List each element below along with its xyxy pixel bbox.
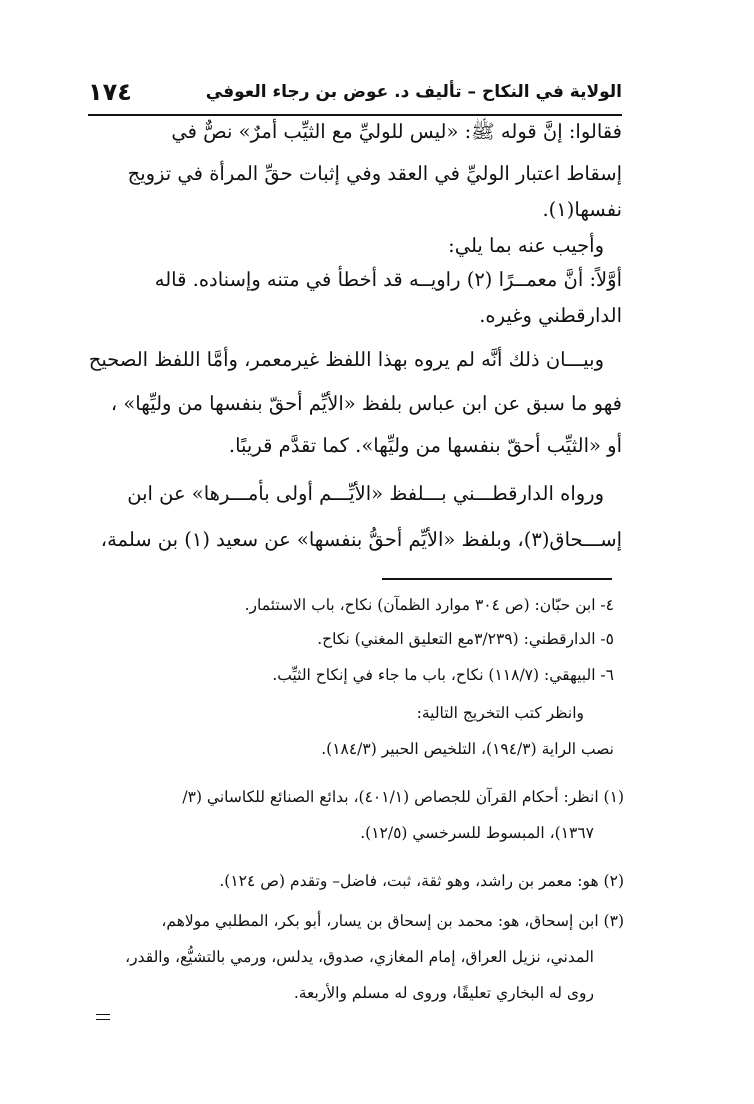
footnote-note: روى له البخاري تعليقًا، وروى له مسلم والأربعة. (293, 984, 594, 1002)
text-line: وبيـــان ذلك أنَّه لم يروه بهذا اللفظ غيرمعمر، وأمَّا اللفظ الصحيح (88, 348, 604, 371)
footnote-note: (١) انظر: أحكام القرآن للجصاص (٤٠١/١)، بدائع الصنائع للكاساني (٣/ (182, 788, 624, 806)
text-line: إســـحاق(٣)، وبلفظ «الأيِّم أحقُّ بنفسها» عن سعيد (١) بن سلمة، (100, 528, 622, 551)
text-line: وأجيب عنه بما يلي: (448, 234, 604, 257)
footnote-note: (٣) ابن إسحاق، هو: محمد بن إسحاق بن يسار، أبو بكر، المطلبي مولاهم، (161, 912, 624, 930)
footnote-note: (٢) هو: معمر بن راشد، وهو ثقة، ثبت، فاضل– وتقدم (ص ١٢٤). (219, 872, 624, 890)
end-mark (96, 1014, 110, 1020)
page-header (88, 78, 622, 116)
see-also-label: وانظر كتب التخريج التالية: (416, 704, 584, 722)
sources-line: نصب الراية (١٩٤/٣)، التلخيص الحبير (١٨٤/٣). (321, 740, 614, 758)
footnote-note: المدني، نزيل العراق، إمام المغازي، صدوق، يدلس، ورمي بالتشيُّع، والقدر، (125, 948, 594, 966)
text-line: أوَّلاً: أنَّ معمــرًا (٢) راويــه قد أخطأ في متنه وإسناده. قاله (154, 268, 622, 291)
text-line: فهو ما سبق عن ابن عباس بلفظ «الأيِّم أحقّ بنفسها من وليِّها» ، (110, 392, 622, 415)
text-line: إسقاط اعتبار الوليِّ في العقد وفي إثبات حقِّ المرأة في تزويج (127, 162, 622, 185)
text-line: أو «الثيِّب أحقّ بنفسها من وليِّها». كما تقدَّم قريبًا. (228, 434, 622, 457)
text-line: الدارقطني وغيره. (479, 304, 622, 327)
footnote-separator (382, 578, 612, 580)
page-number: ١٧٤ (88, 78, 132, 106)
text-line: نفسها(١). (542, 198, 622, 221)
footnote-ref: ٥- الدارقطني: (٣/٢٣٩مع التعليق المغني) نكاح. (317, 630, 614, 648)
running-title: الولاية في النكاح – تأليف د. عوض بن رجاء العوفي (205, 82, 622, 102)
footnote-ref: ٤- ابن حبّان: (ص ٣٠٤ موارد الظمآن) نكاح، باب الاستئمار. (244, 596, 614, 614)
text-line: ورواه الدارقطـــني بـــلفظ «الأيِّـــم أولى بأمـــرها» عن ابن (127, 482, 604, 505)
footnote-note: ١٣٦٧)، المبسوط للسرخسي (١٢/٥). (360, 824, 594, 842)
text-line: فقالوا: إنَّ قوله ﷺ: «ليس للوليِّ مع الثيِّب أمرٌ» نصٌّ في (171, 120, 622, 143)
footnote-ref: ٦- البيهقي: (١١٨/٧) نكاح، باب ما جاء في إنكاح الثيِّب. (272, 666, 614, 684)
